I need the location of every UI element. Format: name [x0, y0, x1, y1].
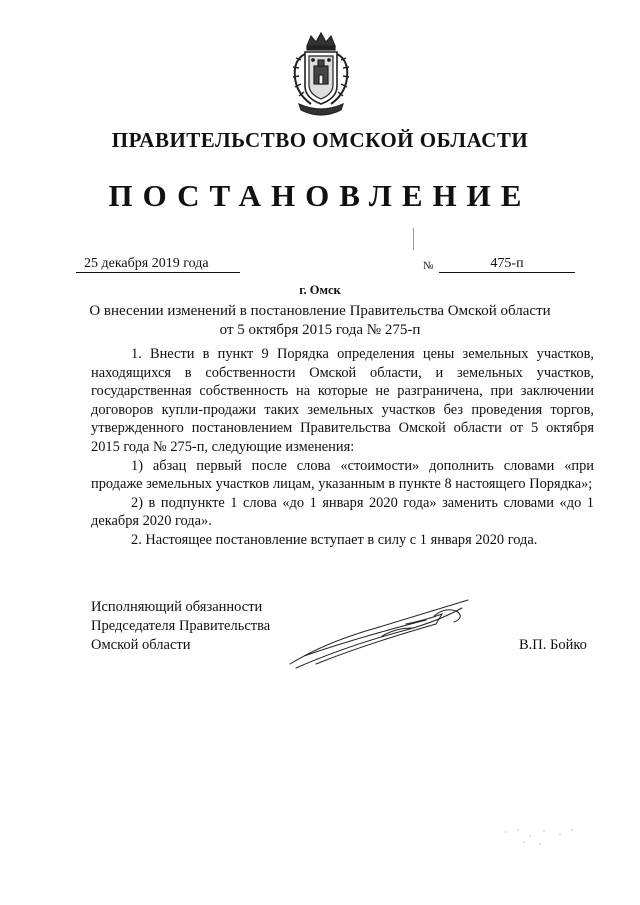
government-title: ПРАВИТЕЛЬСТВО ОМСКОЙ ОБЛАСТИ — [111, 128, 529, 152]
coat-of-arms-emblem — [287, 30, 355, 120]
paragraph-1-1: 1) абзац первый после слова «стоимости» дополнить словами «при продаже земельных участков лицам, указанным в пункте 8 настоящего Порядка»; — [91, 457, 594, 493]
decree-date: 25 декабря 2019 года — [76, 256, 240, 273]
city: г. Омск — [299, 283, 341, 297]
signatory-title-line-3: Омской области — [91, 637, 191, 653]
paragraph-1-2: 2) в подпункте 1 слова «до 1 января 2020 года» заменить словами «до 1 декабря 2020 года». — [91, 494, 594, 530]
number-label: № — [423, 260, 434, 272]
subject-line-1: О внесении изменений в постановление Правительства Омской области — [89, 303, 551, 319]
signatory-name: В.П. Бойко — [519, 637, 587, 653]
scan-artifact — [413, 228, 414, 250]
decree-body — [91, 345, 594, 550]
signatory-title-line-1: Исполняющий обязанности — [91, 599, 263, 615]
scan-artifact — [500, 822, 590, 852]
signatory-title-line-2: Председателя Правительства — [91, 618, 271, 634]
paragraph-2: 2. Настоящее постановление вступает в силу с 1 января 2020 года. — [131, 531, 538, 548]
subject-line-2: от 5 октября 2015 года № 275-п — [219, 322, 421, 338]
handwritten-signature — [286, 594, 476, 676]
document-type-title: ПОСТАНОВЛЕНИЕ — [108, 178, 532, 213]
decree-number: 475-п — [439, 256, 575, 273]
paragraph-1: 1. Внести в пункт 9 Порядка определения цены земельных участков, находящихся в собственности Омской области, и земельных участков, государственная собственность на которые не разграничена, при заключении договоров купли-продажи таких земельных участков без проведения торгов, утвержденного постановлением Правительства Омской области от 5 октября 2015 года № 275-п, следующие изменения: — [91, 346, 594, 455]
